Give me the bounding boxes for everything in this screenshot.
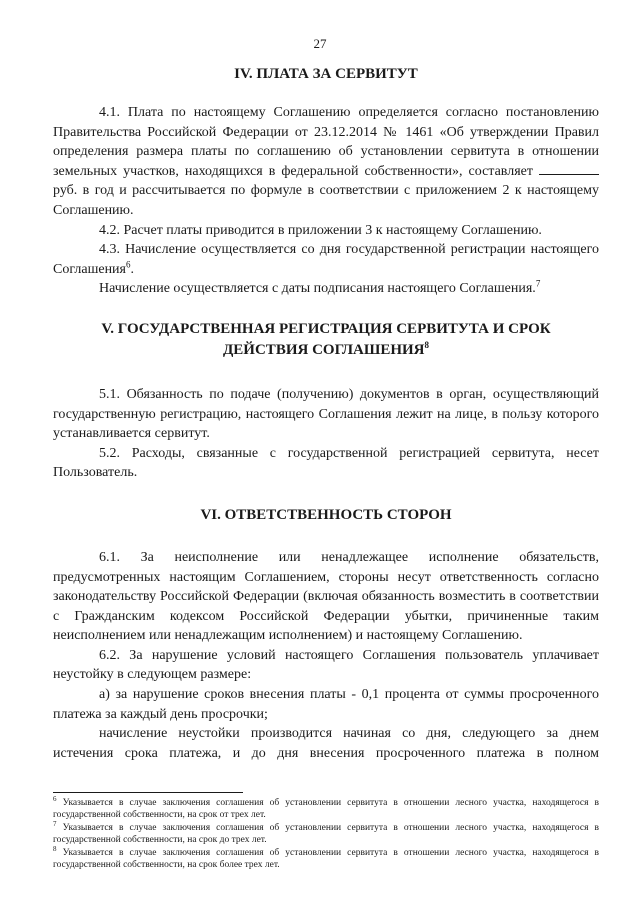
clause-4-1: [53, 103, 599, 221]
clause-5-1: 5.1. Обязанность по подаче (получению) документов в орган, осуществляющий государственную регистрацию, настоящего Соглашения лежит на лице, в пользу которого устанавливается сервитут.: [53, 386, 599, 442]
clause-4-1-text-b: руб. в год и рассчитывается по формуле в соответствии с приложением 2 к настоящему Соглашению.: [53, 183, 599, 218]
section-5-title-text: V. ГОСУДАРСТВЕННАЯ РЕГИСТРАЦИЯ СЕРВИТУТА И СРОК ДЕЙСТВИЯ СОГЛАШЕНИЯ: [101, 320, 551, 358]
footnote-number: 6: [53, 794, 57, 803]
clause-6-1: 6.1. За неисполнение или ненадлежащее исполнение обязательств, предусмотренных настоящим Соглашением, стороны несут ответственность согласно законодательству Российской Федерации (включая обязанность возместить в соответствии с Гражданским кодексом Российской Федерации убытки, причиненные таким неисполнением или ненадлежащим исполнением) и настоящему Соглашению.: [53, 549, 599, 644]
footnote-6: [53, 794, 599, 821]
clause-4-3-text: 4.3. Начисление осуществляется со дня государственной регистрации настоящего Соглашения: [53, 242, 599, 277]
section-6-title: VI. ОТВЕТСТВЕННОСТЬ СТОРОН: [200, 506, 452, 523]
footnote-number: 7: [53, 819, 57, 828]
footnote-text: Указывается в случае заключения соглашения об установлении сервитута в отношении лесного участка, находящегося в государственной собственности, на срок до трех лет.: [53, 823, 599, 845]
clause-4-1-text-a: 4.1. Плата по настоящему Соглашению определяется согласно постановлению Правительства Российской Федерации от 23.12.2014 № 1461 «Об утверждении Правил определения размера платы по соглашению об установлении сервитута в отношении земельных участков, находящихся в федеральной собственности», составляет: [53, 105, 599, 179]
footnote-8: [53, 844, 599, 871]
clause-6-2-b: начисление неустойки производится начиная со дня, следующего за днем истечения срока платежа, и до дня внесения просроченного платежа в полном: [53, 726, 599, 761]
footnote-number: 8: [53, 844, 57, 853]
section-4-title: IV. ПЛАТА ЗА СЕРВИТУТ: [234, 66, 418, 82]
section-5-title: [73, 319, 579, 361]
clause-6-2-a: а) за нарушение сроков внесения платы - 0,1 процента от суммы просроченного платежа за каждый день просрочки;: [53, 687, 599, 722]
footnote-separator: [53, 792, 243, 793]
clause-5-2: 5.2. Расходы, связанные с государственной регистрацией сервитута, несет Пользователь.: [53, 445, 599, 481]
clause-4-2: 4.2. Расчет платы приводится в приложении 3 к настоящему Соглашению.: [99, 222, 542, 238]
footnote-text: Указывается в случае заключения соглашения об установлении сервитута в отношении лесного участка, находящегося в государственной собственности, на срок от трех лет.: [53, 798, 599, 820]
clause-6-2: 6.2. За нарушение условий настоящего Соглашения пользователь уплачивает неустойку в следующем размере:: [53, 647, 599, 683]
footnote-ref-7: 7: [535, 278, 541, 289]
footnote-ref-6: 6: [126, 259, 131, 270]
page-number: 27: [313, 36, 327, 51]
page-content: [53, 64, 599, 763]
footnote-7: [53, 819, 599, 846]
footnote-ref-8: 8: [424, 339, 430, 350]
footnotes: [53, 792, 599, 872]
clause-4-3: 4.3. Начисление осуществляется со дня государственной регистрации настоящего Соглашения$^6$.: [53, 242, 599, 277]
amount-blank: [539, 162, 599, 175]
clause-4-4: [53, 279, 599, 299]
footnote-text: Указывается в случае заключения соглашения об установлении сервитута в отношении лесного участка, находящегося в государственной собственности, на срок более трех лет.: [53, 848, 599, 870]
clause-4-4-text: Начисление осуществляется с даты подписания настоящего Соглашения.: [99, 281, 536, 297]
